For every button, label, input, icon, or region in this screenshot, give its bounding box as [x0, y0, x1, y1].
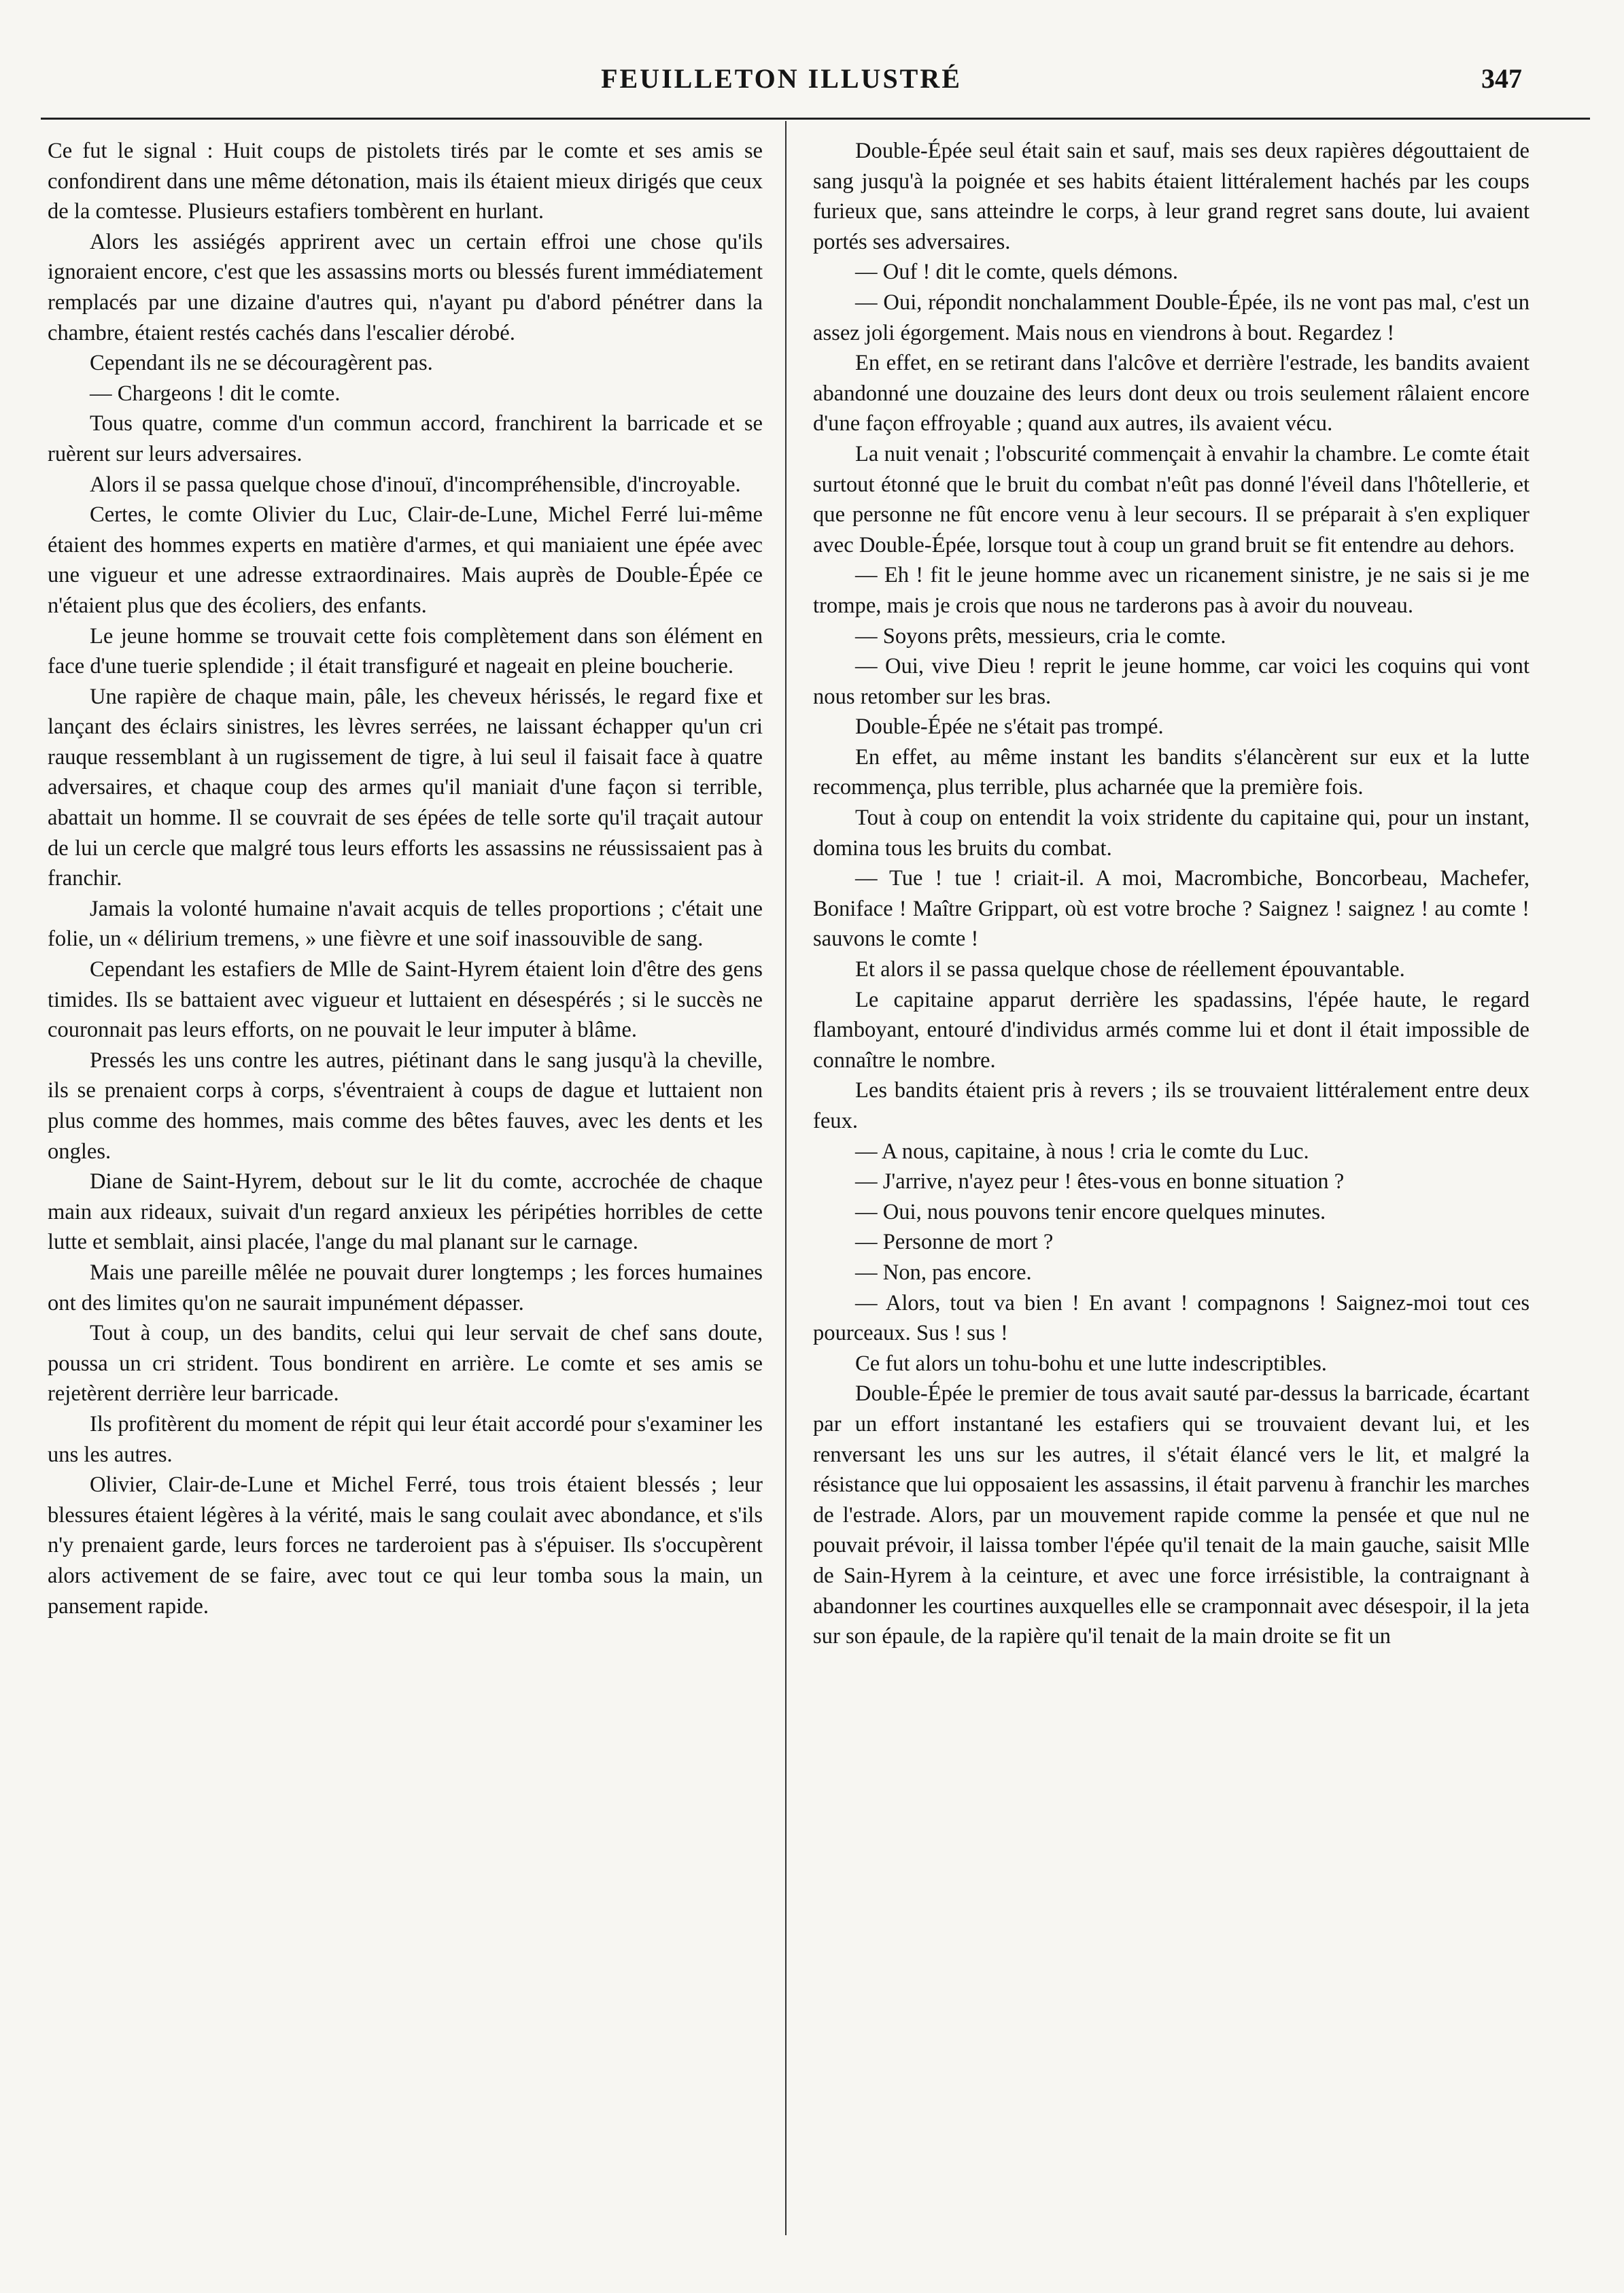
- paragraph: — Soyons prêts, messieurs, cria le comte.: [855, 623, 1226, 649]
- paragraph: Alors les assiégés apprirent avec un certain effroi une chose qu'ils ignoraient encore, c'est que les assassins morts ou blessés furent immédiatement remplacés par une dizaine d'autres qui, n'ayant pu d'abord pénétrer dans la chambre, étaient restés cachés dans l'escalier dérobé.: [48, 229, 763, 345]
- paragraph: — J'arrive, n'ayez peur ! êtes-vous en bonne situation ?: [855, 1169, 1345, 1194]
- paragraph: En effet, au même instant les bandits s'élancèrent sur eux et la lutte recommença, plus terrible, plus acharnée que la première fois.: [813, 744, 1530, 800]
- paragraph: — Chargeons ! dit le comte.: [90, 381, 341, 406]
- paragraph: En effet, en se retirant dans l'alcôve et derrière l'estrade, les bandits avaient abandonné une douzaine des leurs dont deux ou trois seulement râlaient encore d'une façon effroyable ; quand aux autres, ils avaient vécu.: [813, 351, 1530, 436]
- paragraph: Double-Épée ne s'était pas trompé.: [855, 714, 1164, 740]
- running-title: FEUILLETON ILLUSTRÉ: [601, 63, 962, 94]
- paragraph: Alors il se passa quelque chose d'inouï, d'incompréhensible, d'incroyable.: [90, 472, 741, 497]
- paragraph: — A nous, capitaine, à nous ! cria le comte du Luc.: [855, 1139, 1309, 1164]
- paragraph: Ils profitèrent du moment de répit qui leur était accordé pour s'examiner les uns les autres.: [48, 1411, 763, 1467]
- paragraph: — Eh ! fit le jeune homme avec un ricanement sinistre, je ne sais si je me trompe, mais je crois que nous ne tarderons pas à avoir du nouveau.: [813, 563, 1530, 618]
- paragraph: Et alors il se passa quelque chose de réellement épouvantable.: [855, 957, 1405, 982]
- paragraph: Ce fut alors un tohu-bohu et une lutte indescriptibles.: [855, 1351, 1327, 1376]
- paragraph: Pressés les uns contre les autres, piétinant dans le sang jusqu'à la cheville, ils se prenaient corps à corps, s'éventraient à coups de dague et luttaient non plus comme des hommes, mais comme des bêtes fauves, avec les dents et les ongles.: [48, 1048, 763, 1164]
- paragraph: Mais une pareille mêlée ne pouvait durer longtemps ; les forces humaines ont des limites qu'on ne saurait impunément dépasser.: [48, 1260, 763, 1315]
- paragraph: — Tue ! tue ! criait-il. A moi, Macrombiche, Boncorbeau, Machefer, Boniface ! Maître Grippart, où est votre broche ? Saignez ! saignez ! au comte ! sauvons le comte !: [813, 866, 1530, 952]
- paragraph: Tout à coup, un des bandits, celui qui leur servait de chef sans doute, poussa un cri strident. Tous bondirent en arrière. Le comte et ses amis se rejetèrent derrière leur barricade.: [48, 1321, 763, 1407]
- page-header: [41, 63, 1522, 117]
- paragraph: Le capitaine apparut derrière les spadassins, l'épée haute, le regard flamboyant, entouré d'individus armés comme lui et dont il était impossible de connaître le nombre.: [813, 987, 1530, 1073]
- paragraph: — Oui, vive Dieu ! reprit le jeune homme, car voici les coquins qui vont nous retomber sur les bras.: [813, 654, 1530, 709]
- column-divider: [785, 121, 787, 2235]
- paragraph: Tout à coup on entendit la voix stridente du capitaine qui, pour un instant, domina tous les bruits du combat.: [813, 806, 1530, 861]
- paragraph: Double-Épée seul était sain et sauf, mais ses deux rapières dégouttaient de sang jusqu'à la poignée et ses habits étaient littéralement hachés par les coups furieux que, sans atteindre le corps, à leur grand regret sans doute, lui avaient portés ses adversaires.: [813, 139, 1530, 254]
- paragraph: Jamais la volonté humaine n'avait acquis de telles proportions ; c'était une folie, un « délirium tremens, » une fièvre et une soif inassouvible de sang.: [48, 896, 763, 952]
- paragraph: — Oui, répondit nonchalamment Double-Épée, ils ne vont pas mal, c'est un assez joli égorgement. Mais nous en viendrons à bout. Regardez !: [813, 290, 1530, 345]
- page-number: 347: [1481, 63, 1522, 94]
- left-column: [48, 136, 763, 2237]
- paragraph: Cependant les estafiers de Mlle de Saint-Hyrem étaient loin d'être des gens timides. Ils se battaient avec vigueur et luttaient en désespérés ; si le succès ne couronnait pas leurs efforts, on ne pouvait le leur imputer à blâme.: [48, 957, 763, 1043]
- paragraph: Certes, le comte Olivier du Luc, Clair-de-Lune, Michel Ferré lui-même étaient des hommes experts en matière d'armes, et qui maniaient une épée avec une vigueur et une adresse extraordinaires. Mais auprès de Double-Épée ce n'étaient plus que des écoliers, des enfants.: [48, 502, 763, 618]
- paragraph: Ce fut le signal : Huit coups de pistolets tirés par le comte et ses amis se confondirent dans une même détonation, mais ils étaient mieux dirigés que ceux de la comtesse. Plusieurs estafiers tombèrent en hurlant.: [48, 139, 763, 224]
- paragraph: — Alors, tout va bien ! En avant ! compagnons ! Saignez-moi tout ces pourceaux. Sus ! sus !: [813, 1290, 1530, 1346]
- paragraph: Cependant ils ne se découragèrent pas.: [90, 351, 433, 376]
- right-column: [813, 136, 1530, 2237]
- paragraph: Double-Épée le premier de tous avait sauté par-dessus la barricade, écartant par un effort instantané les estafiers qui se trouvaient devant lui, et les renversant les uns sur les autres, il s'était élancé vers le lit, et malgré la résistance que lui opposaient les assassins, il était parvenu à franchir les marches de l'estrade. Alors, par un mouvement rapide comme la pensée et que nul ne pouvait prévoir, il laissa tomber l'épée qu'il tenait de la main gauche, saisit Mlle de Sain-Hyrem à la ceinture, et avec une force irrésistible, la contraignant à abandonner les courtines auxquelles elle se cramponnait avec désespoir, il la jeta sur son épaule, de la rapière qu'il tenait de la main droite se fit un: [813, 1381, 1530, 1649]
- paragraph: — Non, pas encore.: [855, 1260, 1032, 1285]
- paragraph: — Oui, nous pouvons tenir encore quelques minutes.: [855, 1199, 1326, 1224]
- paragraph: Tous quatre, comme d'un commun accord, franchirent la barricade et se ruèrent sur leurs adversaires.: [48, 411, 763, 466]
- paragraph: Le jeune homme se trouvait cette fois complètement dans son élément en face d'une tuerie splendide ; il était transfiguré et nageait en pleine boucherie.: [48, 623, 763, 679]
- header-rule: [41, 118, 1590, 120]
- paragraph: Les bandits étaient pris à revers ; ils se trouvaient littéralement entre deux feux.: [813, 1078, 1530, 1133]
- paragraph: Diane de Saint-Hyrem, debout sur le lit du comte, accrochée de chaque main aux rideaux, suivait d'un regard anxieux les péripéties horribles de cette lutte et semblait, ainsi placée, l'ange du mal planant sur le carnage.: [48, 1169, 763, 1255]
- paragraph: Une rapière de chaque main, pâle, les cheveux hérissés, le regard fixe et lançant des éclairs sinistres, les lèvres serrées, ne laissant échapper qu'un cri rauque ressemblant à un rugissement de tigre, à lui seul il faisait face à quatre adversaires, et chaque coup des armes qu'il maniait d'une façon si terrible, abattait un homme. Il se couvrait de ses épées de telle sorte qu'il traçait autour de lui un cercle que malgré tous leurs efforts les assassins ne réussissaient pas à franchir.: [48, 684, 763, 891]
- paragraph: — Personne de mort ?: [855, 1230, 1054, 1255]
- paragraph: La nuit venait ; l'obscurité commençait à envahir la chambre. Le comte était surtout étonné que le bruit du combat n'eût pas donné l'éveil dans l'hôtellerie, et que personne ne fût encore venu à leur secours. Il se préparait à s'en expliquer avec Double-Épée, lorsque tout à coup un grand bruit se fit entendre au dehors.: [813, 441, 1530, 557]
- paragraph: — Ouf ! dit le comte, quels démons.: [855, 260, 1179, 285]
- paragraph: Olivier, Clair-de-Lune et Michel Ferré, tous trois étaient blessés ; leur blessures étaient légères à la vérité, mais le sang coulait avec abondance, et s'ils n'y prenaient garde, leurs forces ne tarderoient pas à s'épuiser. Ils s'occupèrent alors activement de se faire, avec tout ce qui leur tomba sous la main, un pansement rapide.: [48, 1472, 763, 1619]
